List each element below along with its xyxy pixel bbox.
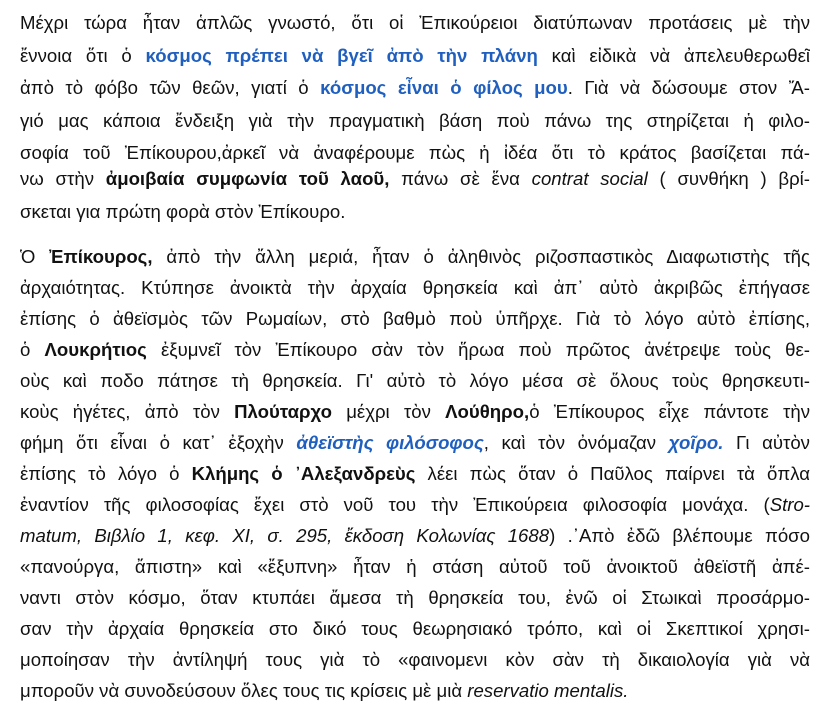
text-line [20,163,810,195]
text-span: ἐπίσης τὸ λόγο ὁ [20,463,192,484]
italic-phrase: Stro- [769,494,810,515]
text-line [20,613,810,645]
text-span: ( συνθήκη ) βρί- [647,168,810,189]
highlighted-phrase: χοῖρο. [668,432,724,453]
text-span: Ὁ [20,246,50,267]
text-span: ὁ [20,339,45,360]
text-line [20,303,810,335]
text-span: μέχρι τὸν [331,401,446,422]
text-line [20,551,810,583]
text-line [20,396,810,428]
text-span: ἀπὸ τὴν ἄλλη μεριά, ἦταν ὁ ἀληθινὸς ριζοσπαστικὸς Διαφωτιστὴς τῆς [152,246,810,267]
text-span: μποροῦν νὰ συνοδεύσουν ὅλες τους τις κρίσεις μὲ μιὰ [20,680,468,701]
text-span: ἔννοια ὅτι ὁ [20,45,146,66]
text-line [20,196,810,228]
text-span: ἀρχαιότητας. Κτύπησε ἀνοικτὰ τὴν ἀρχαία θρησκεία καὶ ἀπ᾽ αὐτὸ ἀκριβῶς ἐπήγασε [20,277,810,298]
text-span: καὶ εἰδικὰ νὰ ἀπελευθερωθεῖ [537,45,810,66]
text-span: ὁ Ἐπίκουρος εἶχε πάντοτε τὴν [529,401,810,422]
text-span: ἀπὸ τὸ φόβο τῶν θεῶν, γιατί ὁ [20,77,321,98]
text-span: ναντι στὸν κόσμο, ὅταν κτυπάει ἄμεσα τὴ θρησκεία του, ἐνῶ οἱ Στωικαὶ προσάρμο- [20,587,810,608]
bold-phrase: Πλούταρχο [234,401,332,422]
bold-phrase: Κλήμης ὁ ᾽Αλεξανδρεὺς [191,463,416,484]
text-span: , καὶ τὸν ὀνόμαζαν [483,432,669,453]
text-span: Γι αὐτὸν [723,432,810,453]
text-span: σκεται για πρώτη φορὰ στὸν Ἐπίκουρο. [20,201,346,222]
text-span: ἐξυμνεῖ τὸν Ἐπίκουρο σὰν τὸν ἥρωα ποὺ πρῶτος ἀνέτρεψε τοὺς θε- [146,339,810,360]
text-span: ἐναντίον τῆς φιλοσοφίας ἔχει στὸ νοῦ του τὴν Ἐπικούρεια φιλοσοφία μονάχα. ( [20,494,770,515]
bold-phrase: Λουκρήτιος [44,339,147,360]
text-span: ) .᾽Απὸ ἐδῶ βλέπουμε πόσο [549,525,810,546]
text-line [20,458,810,490]
italic-phrase: matum, Βιβλίο 1, κεφ. XI, σ. 295, ἔκδοση Κολωνίας 1688 [20,525,550,546]
highlighted-phrase: κόσμος εἶναι ὁ φίλος μου [320,77,568,98]
text-line [20,241,810,273]
text-span: νω στὴν [20,168,106,189]
text-line [20,7,810,39]
text-span: φήμη ὅτι εἶναι ὁ κατ᾽ ἐξοχὴν [20,432,297,453]
text-line [20,644,810,676]
italic-phrase: contrat social [531,168,648,189]
text-line [20,675,810,707]
text-span: Μέχρι τώρα ἦταν ἁπλῶς γνωστό, ὅτι οἱ Ἐπικούρειοι διατύπωναν προτάσεις μὲ τὴν [20,12,810,33]
text-line [20,334,810,366]
text-span: σοφία τοῦ Ἐπίκουρου,ἀρκεῖ νὰ ἀναφέρουμε πὼς ἡ ἰδέα ὅτι τὸ κράτος βασίζεται πά- [20,142,810,163]
text-line [20,272,810,304]
italic-phrase: reservatio mentalis. [467,680,629,701]
bold-phrase: Ἐπίκουρος, [49,246,153,267]
text-span: κοὺς ἡγέτες, ἀπὸ τὸν [20,401,235,422]
bold-phrase: Λούθηρο, [445,401,530,422]
text-span: οὺς καὶ ποδο πάτησε τὴ θρησκεία. Γι' αὐτὸ τὸ λόγο μέσα σὲ ὅλους τοὺς θρησκευτι- [20,370,810,391]
bold-phrase: ἀμοιβαία συμφωνία τοῦ λαοῦ, [105,168,390,189]
text-line [20,427,810,459]
text-line [20,520,810,552]
text-line [20,489,810,521]
text-span: σαν τὴν ἀρχαία θρησκεία στο δικό τους θεωρησιακό τρόπο, καὶ οἱ Σκεπτικοί χρησι- [20,618,810,639]
text-line [20,72,810,104]
highlighted-phrase: κόσμος πρέπει νὰ βγεῖ ἀπὸ τὴν πλάνη [145,45,538,66]
text-span: λέει πὼς ὅταν ὁ Παῦλος παίρνει τὰ ὅπλα [415,463,810,484]
text-line [20,365,810,397]
text-span: «πανούργα, ἄπιστη» καὶ «ἔξυπνη» ἦταν ἡ στάση αὐτοῦ τοῦ ἀνοικτοῦ ἀθεϊστῆ ἀπέ- [20,556,810,577]
highlighted-phrase: ἀθεϊστὴς φιλόσοφος [296,432,484,453]
text-span: μοποίησαν τὴν ἀντίληψή τους γιὰ τὸ «φαινομενι κὸν σὰν τὴ δικαιολογία γιὰ νὰ [20,649,810,670]
text-span: ἐπίσης ὁ ἀθεϊσμὸς τῶν Ρωμαίων, στὸ βαθμὸ ποὺ ὑπῆρχε. Γιὰ τὸ λόγο αὐτὸ ἐπίσης, [20,308,810,329]
text-line [20,105,810,137]
text-span: . Γιὰ νὰ δώσουμε στον Ἄ- [567,77,810,98]
text-line [20,40,810,72]
text-line [20,582,810,614]
text-span: πάνω σὲ ἕνα [389,168,532,189]
text-span: γιό μας κάποια ἔνδειξη γιὰ τὴν πραγματικὴ βάση ποὺ πάνω της στηρίζεται ἡ φιλο- [20,110,810,131]
